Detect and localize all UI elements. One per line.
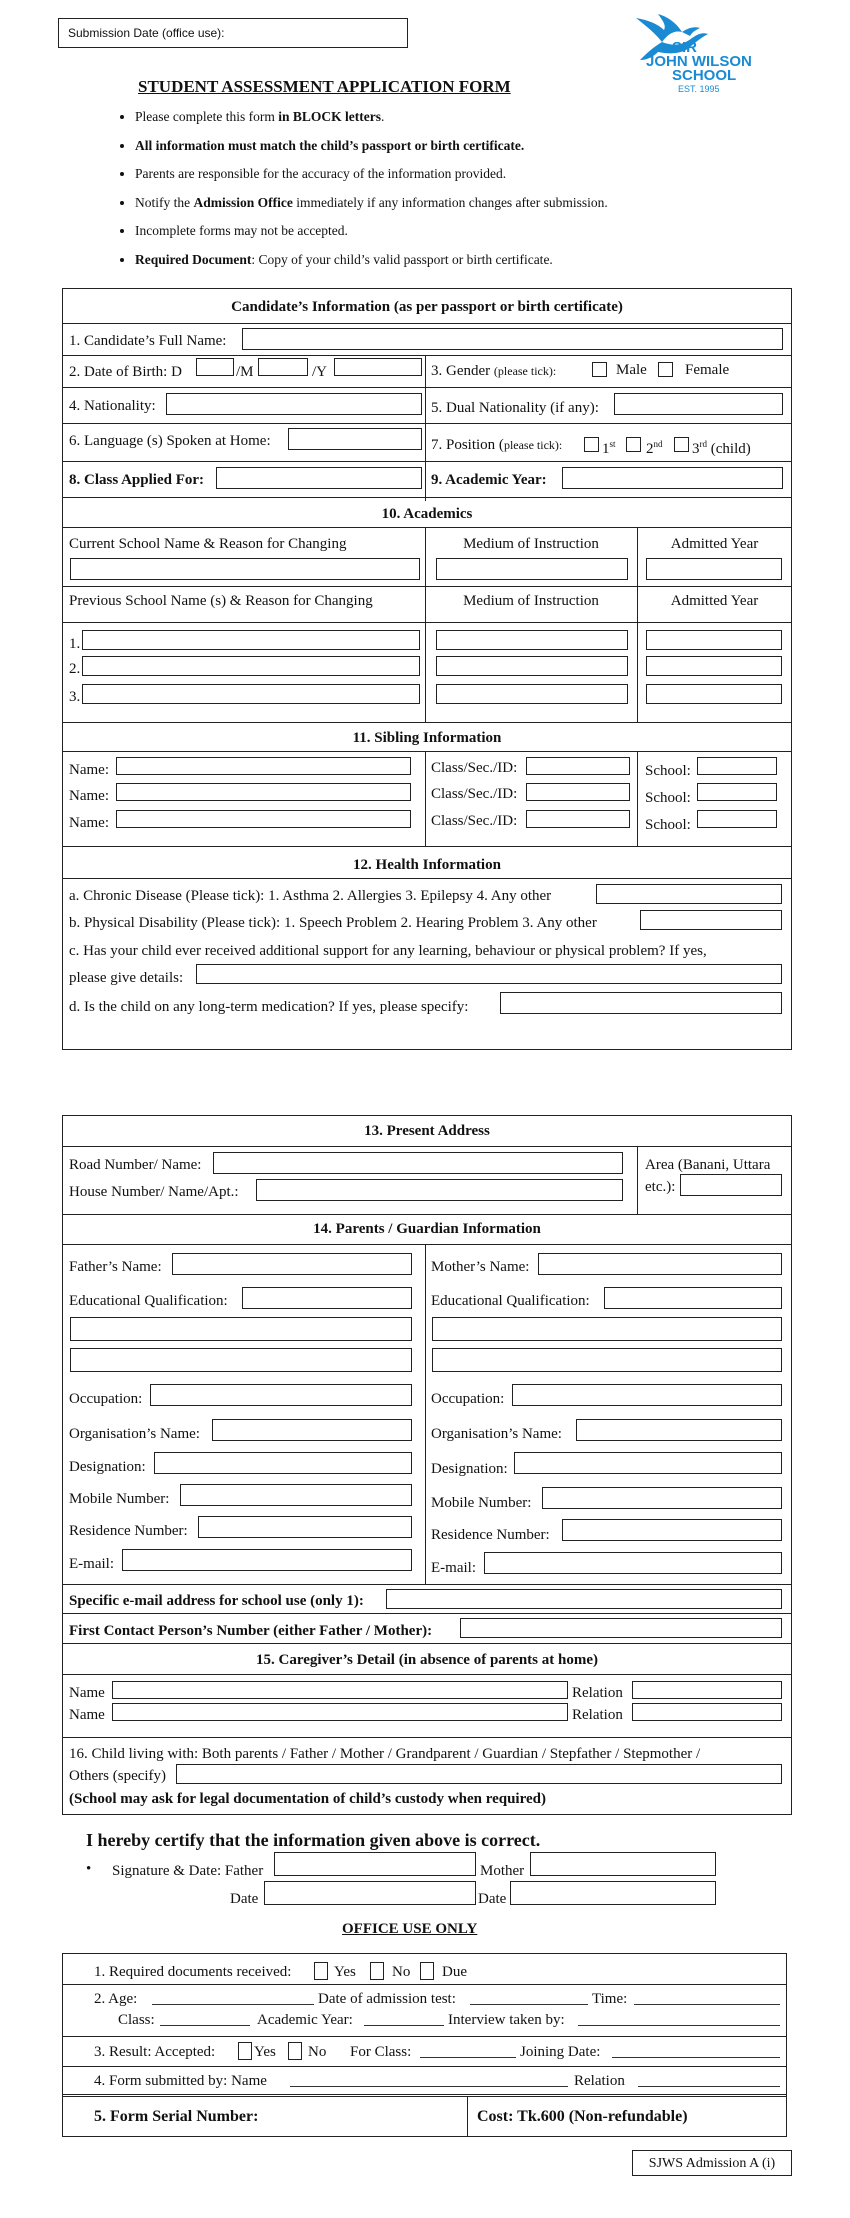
date-father-label: Date — [230, 1891, 259, 1907]
sibling-school-input[interactable] — [697, 810, 777, 828]
address-heading: 13. Present Address — [364, 1123, 490, 1139]
sibling-school-label: School: — [645, 790, 691, 806]
date-mother-input[interactable] — [510, 1881, 716, 1905]
form-title: STUDENT ASSESSMENT APPLICATION FORM — [138, 77, 511, 96]
siblings-heading: 11. Sibling Information — [352, 730, 502, 746]
candidate-heading: Candidate’s Information (as per passport or birth certificate) — [231, 299, 623, 315]
custody-note: (School may ask for legal documentation of child’s custody when required) — [69, 1791, 546, 1807]
signature-mother-input[interactable] — [530, 1852, 716, 1876]
admitted-year-header: Admitted Year — [670, 536, 759, 552]
class-applied-label: 8. Class Applied For: — [69, 472, 205, 488]
nationality-input[interactable] — [166, 393, 422, 415]
prev-row-2-label: 2. — [69, 661, 81, 677]
specific-email-label: Specific e-mail address for school use (only 1): — [69, 1593, 364, 1609]
instruction-item: • All information must match the child’s passport or birth certificate. — [135, 137, 735, 166]
first-contact-input[interactable] — [460, 1618, 782, 1638]
position-3rd-checkbox[interactable] — [674, 437, 689, 452]
mother-name-label: Mother’s Name: — [431, 1259, 530, 1275]
time-label: Time: — [592, 1991, 628, 2007]
joining-date-line[interactable] — [612, 2057, 780, 2058]
position-2nd-label: 2nd — [646, 439, 663, 457]
sibling-school-input[interactable] — [697, 783, 777, 801]
father-email-label: E-mail: — [69, 1556, 114, 1572]
mother-edu-label: Educational Qualification: — [431, 1293, 590, 1309]
caregiver-name-input[interactable] — [112, 1681, 568, 1699]
father-edu-label: Educational Qualification: — [69, 1293, 228, 1309]
prev-school-input-3[interactable] — [82, 684, 420, 704]
dob-label: 2. Date of Birth: D — [69, 364, 182, 380]
position-2nd-checkbox[interactable] — [626, 437, 641, 452]
caregiver-relation-input[interactable] — [632, 1703, 782, 1721]
health-heading: 12. Health Information — [353, 857, 501, 873]
certify-text: I hereby certify that the information given above is correct. — [86, 1830, 541, 1850]
signature-father-input[interactable] — [274, 1852, 476, 1876]
mother-name-input[interactable] — [538, 1253, 782, 1275]
time-line[interactable] — [634, 2004, 780, 2005]
father-mobile-label: Mobile Number: — [69, 1491, 170, 1507]
docs-yes-label: Yes — [334, 1964, 356, 1980]
logo-est: EST. 1995 — [678, 84, 720, 94]
instruction-item: • Please complete this form in BLOCK letters. — [135, 108, 735, 137]
medium-header-2: Medium of Instruction — [463, 593, 599, 609]
sibling-class-input[interactable] — [526, 757, 630, 775]
specific-email-input[interactable] — [386, 1589, 782, 1609]
gender-female-label: Female — [685, 362, 730, 378]
mother-org-input[interactable] — [576, 1419, 782, 1441]
prev-year-input-3[interactable] — [646, 684, 782, 704]
cost-label: Cost: Tk.600 (Non-refundable) — [477, 2108, 688, 2125]
class-line[interactable] — [160, 2025, 250, 2026]
previous-school-header: Previous School Name (s) & Reason for Changing — [69, 593, 373, 609]
mother-mobile-label: Mobile Number: — [431, 1495, 532, 1511]
result-yes-checkbox[interactable] — [238, 2042, 252, 2060]
instruction-item: • Required Document: Copy of your child’s valid passport or birth certificate. — [135, 251, 735, 280]
current-school-input[interactable] — [70, 558, 420, 580]
result-yes-label: Yes — [254, 2044, 276, 2060]
support-details-label: please give details: — [69, 970, 184, 986]
dual-nationality-label: 5. Dual Nationality (if any): — [431, 400, 599, 416]
father-designation-label: Designation: — [69, 1459, 146, 1475]
serial-number-label: 5. Form Serial Number: — [94, 2108, 259, 2125]
instructions-list — [115, 108, 735, 279]
medication-label: d. Is the child on any long-term medication? If yes, please specify: — [69, 999, 469, 1015]
father-occupation-label: Occupation: — [69, 1391, 143, 1407]
logo-line3: SCHOOL — [672, 67, 737, 84]
position-1st-checkbox[interactable] — [584, 437, 599, 452]
living-others-input[interactable] — [176, 1764, 782, 1784]
mother-email-input[interactable] — [484, 1552, 782, 1574]
caregiver-relation-input[interactable] — [632, 1681, 782, 1699]
submitted-by-line[interactable] — [290, 2086, 568, 2087]
academic-year-input[interactable] — [562, 467, 783, 489]
caregiver-name-label: Name — [69, 1707, 105, 1723]
mother-edu-input[interactable] — [604, 1287, 782, 1309]
academic-year-label: 9. Academic Year: — [431, 472, 547, 488]
living-with-label: 16. Child living with: Both parents / Father / Mother / Grandparent / Guardian / Stepfather / Stepmother / — [69, 1746, 701, 1762]
certify-bullet: • — [86, 1861, 92, 1877]
father-mobile-input[interactable] — [180, 1484, 412, 1506]
caregiver-name-input[interactable] — [112, 1703, 568, 1721]
prev-row-3-label: 3. — [69, 689, 81, 705]
father-edu-input-3[interactable] — [70, 1348, 412, 1372]
mother-designation-label: Designation: — [431, 1461, 508, 1477]
caregiver-relation-label: Relation — [572, 1685, 623, 1701]
interview-line[interactable] — [578, 2025, 780, 2026]
sibling-name-input[interactable] — [116, 757, 411, 775]
form-code: SJWS Admission A (i) — [648, 2156, 776, 2171]
dual-nationality-input[interactable] — [614, 393, 783, 415]
dob-year-label: /Y — [312, 364, 327, 380]
position-1st-label: 1st — [602, 439, 616, 457]
sibling-class-label: Class/Sec./ID: — [431, 813, 518, 829]
logo-line1: SIR — [672, 39, 698, 56]
result-label: 3. Result: Accepted: — [94, 2044, 216, 2060]
medium-header: Medium of Instruction — [463, 536, 599, 552]
support-details-input[interactable] — [196, 964, 782, 984]
school-logo — [628, 12, 788, 112]
mother-residence-label: Residence Number: — [431, 1527, 550, 1543]
sibling-class-label: Class/Sec./ID: — [431, 760, 518, 776]
signature-father-label: Signature & Date: Father — [112, 1863, 264, 1879]
mother-residence-input[interactable] — [562, 1519, 782, 1541]
admitted-year-header-2: Admitted Year — [670, 593, 759, 609]
sibling-name-input[interactable] — [116, 810, 411, 828]
office-academic-year-line[interactable] — [364, 2025, 444, 2026]
sibling-name-input[interactable] — [116, 783, 411, 801]
father-edu-input[interactable] — [242, 1287, 412, 1309]
support-question-label: c. Has your child ever received additional support for any learning, behaviour or physical problem? If yes, — [69, 943, 707, 959]
age-label: 2. Age: — [94, 1991, 138, 2007]
docs-due-label: Due — [442, 1964, 467, 1980]
mother-edu-input-2[interactable] — [432, 1317, 782, 1341]
instruction-item: • Parents are responsible for the accuracy of the information provided. — [135, 165, 735, 194]
for-class-label: For Class: — [350, 2044, 412, 2060]
father-org-input[interactable] — [212, 1419, 412, 1441]
result-no-label: No — [308, 2044, 327, 2060]
interview-label: Interview taken by: — [448, 2012, 565, 2028]
father-designation-input[interactable] — [154, 1452, 412, 1474]
dob-month-input[interactable] — [258, 358, 308, 376]
language-input[interactable] — [288, 428, 422, 450]
current-school-header: Current School Name & Reason for Changing — [69, 536, 347, 552]
road-input[interactable] — [213, 1152, 623, 1174]
caregiver-relation-label: Relation — [572, 1707, 623, 1723]
date-father-input[interactable] — [264, 1881, 476, 1905]
prev-school-input-2[interactable] — [82, 656, 420, 676]
house-label: House Number/ Name/Apt.: — [69, 1184, 239, 1200]
father-name-input[interactable] — [172, 1253, 412, 1275]
area-label-2: etc.): — [645, 1179, 676, 1195]
mother-designation-input[interactable] — [514, 1452, 782, 1474]
sibling-class-label: Class/Sec./ID: — [431, 786, 518, 802]
sibling-name-label: Name: — [69, 815, 109, 831]
current-admitted-year-input[interactable] — [646, 558, 782, 580]
office-use-heading: OFFICE USE ONLY — [342, 1921, 478, 1937]
house-input[interactable] — [256, 1179, 623, 1201]
for-class-line[interactable] — [420, 2057, 516, 2058]
class-applied-input[interactable] — [216, 467, 422, 489]
academics-heading: 10. Academics — [381, 506, 473, 522]
gender-label: 3. Gender (please tick): — [431, 363, 557, 379]
father-edu-input-2[interactable] — [70, 1317, 412, 1341]
caregiver-name-label: Name — [69, 1685, 105, 1701]
admission-test-date-label: Date of admission test: — [318, 1991, 456, 2007]
prev-school-input-1[interactable] — [82, 630, 420, 650]
prev-medium-input-2[interactable] — [436, 656, 628, 676]
dob-day-input[interactable] — [196, 358, 234, 376]
first-contact-label: First Contact Person’s Number (either Father / Mother): — [69, 1623, 433, 1639]
language-label: 6. Language (s) Spoken at Home: — [69, 433, 271, 449]
living-others-label: Others (specify) — [69, 1768, 167, 1784]
instruction-item: • Notify the Admission Office immediately if any information changes after submission. — [135, 194, 735, 223]
chronic-disease-label: a. Chronic Disease (Please tick): 1. Asthma 2. Allergies 3. Epilepsy 4. Any other — [69, 888, 552, 904]
sibling-class-input[interactable] — [526, 783, 630, 801]
nationality-label: 4. Nationality: — [69, 398, 156, 414]
father-residence-label: Residence Number: — [69, 1523, 188, 1539]
position-3rd-label: 3rd (child) — [692, 439, 751, 457]
sibling-school-label: School: — [645, 763, 691, 779]
full-name-label: 1. Candidate’s Full Name: — [69, 333, 227, 349]
gender-male-checkbox[interactable] — [592, 362, 607, 377]
result-no-checkbox[interactable] — [288, 2042, 302, 2060]
submitted-relation-label: Relation — [574, 2073, 625, 2089]
physical-disability-input[interactable] — [640, 910, 782, 930]
docs-no-checkbox[interactable] — [370, 1962, 384, 1980]
mother-occupation-input[interactable] — [512, 1384, 782, 1406]
signature-mother-label: Mother — [480, 1863, 525, 1879]
submitted-by-label: 4. Form submitted by: Name — [94, 2073, 267, 2089]
sibling-name-label: Name: — [69, 788, 109, 804]
mother-occupation-label: Occupation: — [431, 1391, 505, 1407]
position-label: 7. Position (please tick): — [431, 437, 563, 453]
gender-female-checkbox[interactable] — [658, 362, 673, 377]
sibling-name-label: Name: — [69, 762, 109, 778]
parents-heading: 14. Parents / Guardian Information — [313, 1221, 541, 1237]
caregiver-heading: 15. Caregiver’s Detail (in absence of parents at home) — [255, 1652, 599, 1668]
mother-mobile-input[interactable] — [542, 1487, 782, 1509]
father-residence-input[interactable] — [198, 1516, 412, 1538]
prev-medium-input-1[interactable] — [436, 630, 628, 650]
submitted-relation-line[interactable] — [638, 2086, 780, 2087]
chronic-disease-input[interactable] — [596, 884, 782, 904]
gender-male-label: Male — [616, 362, 647, 378]
father-occupation-input[interactable] — [150, 1384, 412, 1406]
father-org-label: Organisation’s Name: — [69, 1426, 200, 1442]
docs-due-checkbox[interactable] — [420, 1962, 434, 1980]
mother-org-label: Organisation’s Name: — [431, 1426, 562, 1442]
physical-disability-label: b. Physical Disability (Please tick): 1. Speech Problem 2. Hearing Problem 3. Any other — [69, 915, 597, 931]
age-line[interactable] — [152, 2004, 314, 2005]
medication-input[interactable] — [500, 992, 782, 1014]
required-docs-label: 1. Required documents received: — [94, 1964, 292, 1980]
instruction-item: • Incomplete forms may not be accepted. — [135, 222, 735, 251]
prev-medium-input-3[interactable] — [436, 684, 628, 704]
joining-date-label: Joining Date: — [520, 2044, 601, 2060]
dob-year-input[interactable] — [334, 358, 422, 376]
sibling-school-label: School: — [645, 817, 691, 833]
area-input[interactable] — [680, 1174, 782, 1196]
prev-year-input-1[interactable] — [646, 630, 782, 650]
class-label: Class: — [118, 2012, 155, 2028]
father-name-label: Father’s Name: — [69, 1259, 162, 1275]
area-label-1: Area (Banani, Uttara — [645, 1157, 771, 1173]
prev-year-input-2[interactable] — [646, 656, 782, 676]
full-name-input[interactable] — [242, 328, 783, 350]
father-email-input[interactable] — [122, 1549, 412, 1571]
sibling-class-input[interactable] — [526, 810, 630, 828]
submission-date-label: Submission Date (office use): — [68, 26, 225, 40]
date-mother-label: Date — [478, 1891, 507, 1907]
sibling-school-input[interactable] — [697, 757, 777, 775]
admission-test-date-line[interactable] — [470, 2004, 588, 2005]
logo-line2: JOHN WILSON — [646, 53, 752, 70]
mother-edu-input-3[interactable] — [432, 1348, 782, 1372]
docs-yes-checkbox[interactable] — [314, 1962, 328, 1980]
road-label: Road Number/ Name: — [69, 1157, 202, 1173]
office-academic-year-label: Academic Year: — [257, 2012, 353, 2028]
current-medium-input[interactable] — [436, 558, 628, 580]
prev-row-1-label: 1. — [69, 636, 81, 652]
dob-month-label: /M — [236, 364, 254, 380]
docs-no-label: No — [392, 1964, 411, 1980]
mother-email-label: E-mail: — [431, 1560, 476, 1576]
